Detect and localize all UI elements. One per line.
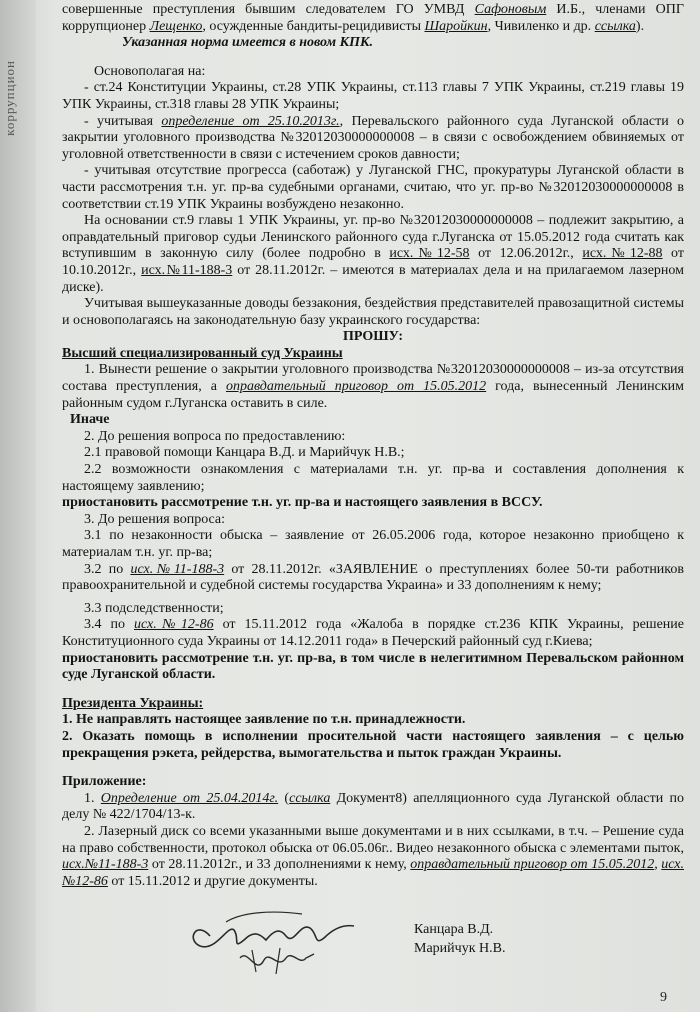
- ruling-link-2014[interactable]: Определение от 25.04.2014г.: [100, 790, 279, 806]
- handwritten-signatures: [182, 900, 372, 980]
- acquittal-link[interactable]: оправдательный приговор от 15.05.2012: [225, 379, 487, 395]
- court-item-3-2: 3.2 по исх.№11-188-3 от 28.11.2012г. «ЗАЯВЛЕНИЕ о преступлениях более 50-ти работников правоохранительной и судебной системы государства Украина» и 33 дополнениям к нему;: [62, 561, 685, 594]
- intro-paragraph: совершенные преступления бывшим следователем ГО УМВД Сафоновым И.Б., членами ОПГ коррупционер Лещенко, осужденные бандиты-рецидивисты Шаройкин, Чивиленко и др. ссылка).: [62, 2, 684, 34]
- appendix-link-11-188-3[interactable]: исх.№11-188-3: [62, 857, 149, 873]
- document-body: [62, 2, 684, 980]
- kpk-note: Указанная норма имеется в новом КПК.: [122, 35, 373, 51]
- court-item-3: 3. До решения вопроса:: [84, 511, 226, 527]
- page-number: 9: [660, 990, 667, 1005]
- appendix-item-1: 1. Определение от 25.04.2014г. (ссылка Документ8) апелляционного суда Луганской области по делу № 422/1704/13-к.: [62, 790, 684, 823]
- ref-link-11-188-3-b[interactable]: исх.№11-188-3: [130, 561, 225, 577]
- court-item-2: 2. До решения вопроса по предоставлению:: [84, 428, 346, 444]
- ref-link-12-88[interactable]: исх.№12-88: [582, 246, 663, 262]
- based-item-1: - ст.24 Конституции Украины, ст.28 УПК Украины, ст.113 главы 7 УПК Украины, ст.219 главы 19 УПК Украины, ст.318 главы 28 УПК Украины;: [62, 80, 684, 112]
- appendix-acquittal-link[interactable]: оправдательный приговор от 15.05.2012: [410, 857, 655, 873]
- appendix-item-2: 2. Лазерный диск со всеми указанными выше документами и в них ссылками, в т.ч. – Решение суда на право собственности, протокол обыска от 06.05.06г.. Видео незаконного обыска с элементами пыток, исх.№11-188-3 от 28.11.2012г., и 33 дополнениями к нему, оправдательный приговор от 15.05.2012, исх.№12-86 от 15.11.2012 и другие документы.: [62, 823, 685, 889]
- president-heading: Президента Украины:: [62, 695, 204, 711]
- court-item-1: 1. Вынести решение о закрытии уголовного производства №32012030000000008 – из-за отсутствия состава преступления, а оправдательный приговор от 15.05.2012 года, вынесенный Ленинским районным судом г.Луганска оставить в силе.: [62, 362, 684, 411]
- name-safonov: Сафоновым: [474, 2, 547, 17]
- court-item-3-4: 3.4 по исх.№12-86 от 15.11.2012 года «Жалоба в порядке ст.236 КПК Украины, решение Конституционного суда Украины от 14.12.2011 года» в Печерский районный суд г.Киева;: [62, 617, 684, 649]
- appendix-heading: Приложение:: [62, 774, 147, 790]
- based-heading: Основополагая на:: [94, 63, 206, 79]
- president-item-1: 1. Не направлять настоящее заявление по т.н. принадлежности.: [62, 712, 466, 728]
- appendix-ref-link[interactable]: ссылка: [289, 790, 331, 806]
- court-item-2-1: 2.1 правовой помощи Канцара В.Д. и Марийчук Н.В.;: [84, 445, 405, 461]
- suspend-request-2: приостановить рассмотрение т.н. уг. пр-ва, в том числе в нелегитимном Перевальском районном суде Луганской области.: [62, 650, 684, 683]
- ref-link-12-58[interactable]: исх.№12-58: [389, 246, 470, 262]
- based-item-3: - учитывая отсутствие прогресса (саботаж) у Луганской ГНС, прокуратуры Луганской области в части рассмотрения т.н. уг. пр-ва судебными органами, считаю, что уг. пр-во №32012030000000008 в соответствии ст.19 УПК Украины возбуждено незаконно.: [62, 163, 684, 212]
- name-sharoykin: Шаройкин: [424, 18, 488, 34]
- request-heading: ПРОШУ:: [342, 329, 404, 345]
- ruling-link-2013[interactable]: определение от 25.10.2013г.: [161, 113, 340, 129]
- name-leshchenko: Лещенко: [149, 18, 203, 34]
- based-item-2: - учитывая определение от 25.10.2013г., Перевальского районного суда Луганской области о закрытии уголовного производства №32012030000000008 – в связи с освобождением обвиняемых от уголовной ответственности в связи с истечением сроков давности;: [62, 113, 684, 162]
- signatory-1: Канцара В.Д.: [414, 922, 494, 938]
- basis-paragraph: На основании ст.9 главы 1 УПК Украины, уг. пр-во №32012030000000008 – подлежит закрытию, а оправдательный приговор судьи Ленинского районного суда г.Луганска от 15.05.2012 года считать как вступившим в законную силу (более подробно в исх.№12-58 от 12.06.2012г., исх.№12-88 от 10.10.2012г., исх.№11-188-3 от 28.11.2012г. – имеются в материалах дела и на прилагаемом лазерном диске).: [62, 213, 684, 295]
- intro-link[interactable]: ссылка: [594, 18, 636, 34]
- court-item-2-2: 2.2 возможности ознакомления с материалами т.н. уг. пр-ва и составления дополнения к настоящему заявлению;: [62, 462, 684, 494]
- ref-link-11-188-3[interactable]: исх.№11-188-3: [141, 262, 233, 278]
- considering-paragraph: Учитывая вышеуказанные доводы беззакония, бездействия представителей правозащитной системы и основополагаясь на законодательную базу украинского государства:: [62, 296, 684, 328]
- signatory-2: Марийчук Н.В.: [414, 941, 506, 957]
- signatory-names: [414, 920, 505, 958]
- suspend-request-1: приостановить рассмотрение т.н. уг. пр-ва и настоящего заявления в ВССУ.: [62, 495, 543, 511]
- court-heading: Высший специализированный суд Украины: [62, 345, 343, 361]
- court-item-3-1: 3.1 по незаконности обыска – заявление от 26.05.2006 года, которое незаконно приобщено к материалам т.н. уг. пр-ва;: [62, 528, 684, 560]
- president-item-2: 2. Оказать помощь в исполнении просительной части настоящего заявления – с целью прекращения рэкета, рейдерства, вымогательства и пыток граждан Украины.: [62, 728, 684, 761]
- signature-block: [62, 900, 684, 980]
- ref-link-12-86[interactable]: исх.№12-86: [133, 617, 214, 633]
- otherwise-label: Иначе: [70, 412, 110, 428]
- previous-page-edge: [0, 0, 36, 1012]
- appendix-link-12-86[interactable]: исх.№12-86: [62, 857, 685, 889]
- court-item-3-3: 3.3 подследственности;: [84, 600, 224, 616]
- margin-text: коррупцион: [2, 60, 17, 136]
